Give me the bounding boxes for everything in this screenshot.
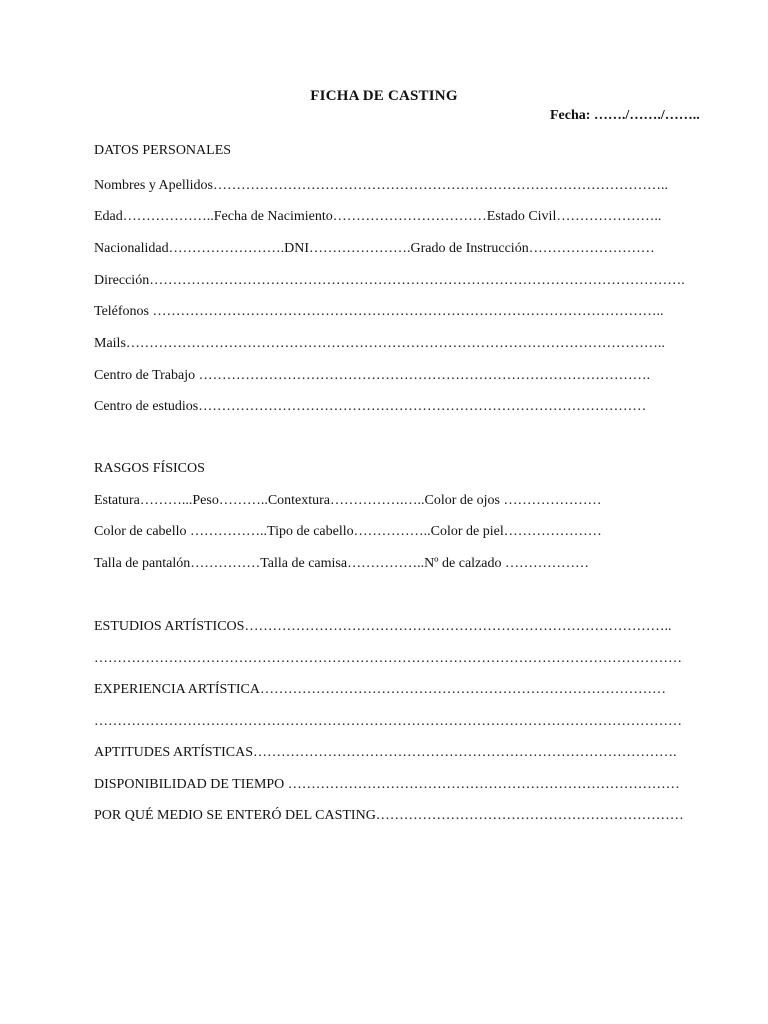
field-centro-trabajo: Centro de Trabajo …………………………………………………………………………………….: [94, 368, 651, 383]
field-disponibilidad-tiempo: DISPONIBILIDAD DE TIEMPO …………………………………………………………………………: [94, 777, 680, 792]
document-title: FICHA DE CASTING: [310, 88, 458, 104]
section-header-personal: DATOS PERSONALES: [94, 143, 232, 158]
field-telefonos: Teléfonos ………………………………………………………………………………………………..: [94, 304, 664, 319]
field-nacionalidad-dni-instruccion: Nacionalidad…………………….DNI………………….Grado de Instrucción………………………: [94, 241, 655, 256]
field-centro-estudios: Centro de estudios……………………………………………………………………………………: [94, 399, 647, 414]
field-tallas-calzado: Talla de pantalón……………Talla de camisa……………..Nº de calzado ………………: [94, 556, 589, 571]
field-estudios-artisticos-continuation: ………………………………………………………………………………………………………………: [94, 651, 682, 666]
field-estudios-artisticos: ESTUDIOS ARTÍSTICOS………………………………………………………………………………..: [94, 619, 672, 634]
field-medio-enterado: POR QUÉ MEDIO SE ENTERÓ DEL CASTING…………………………………………………………: [94, 808, 684, 823]
date-field: Fecha: ……./……./……..: [550, 108, 700, 123]
field-edad-nacimiento-estado-civil: Edad………………..Fecha de Nacimiento……………………………Estado Civil…………………..: [94, 209, 662, 224]
field-direccion: Dirección…………………………………………………………………………………………………….: [94, 273, 685, 288]
field-estatura-peso-contextura-ojos: Estatura………...Peso………..Contextura…………….…..Color de ojos …………………: [94, 493, 602, 508]
field-experiencia-artistica-continuation: ………………………………………………………………………………………………………………: [94, 714, 682, 729]
field-experiencia-artistica: EXPERIENCIA ARTÍSTICA……………………………………………………………………………: [94, 682, 666, 697]
section-header-physical: RASGOS FÍSICOS: [94, 461, 205, 476]
field-nombres-apellidos: Nombres y Apellidos……………………………………………………………………………………..: [94, 178, 668, 193]
field-aptitudes-artisticas: APTITUDES ARTÍSTICAS……………………………………………………………………………….: [94, 745, 677, 760]
field-mails: Mails……………………………………………………………………………………………………..: [94, 336, 665, 351]
field-cabello-piel: Color de cabello ……………..Tipo de cabello……………..Color de piel…………………: [94, 524, 602, 539]
